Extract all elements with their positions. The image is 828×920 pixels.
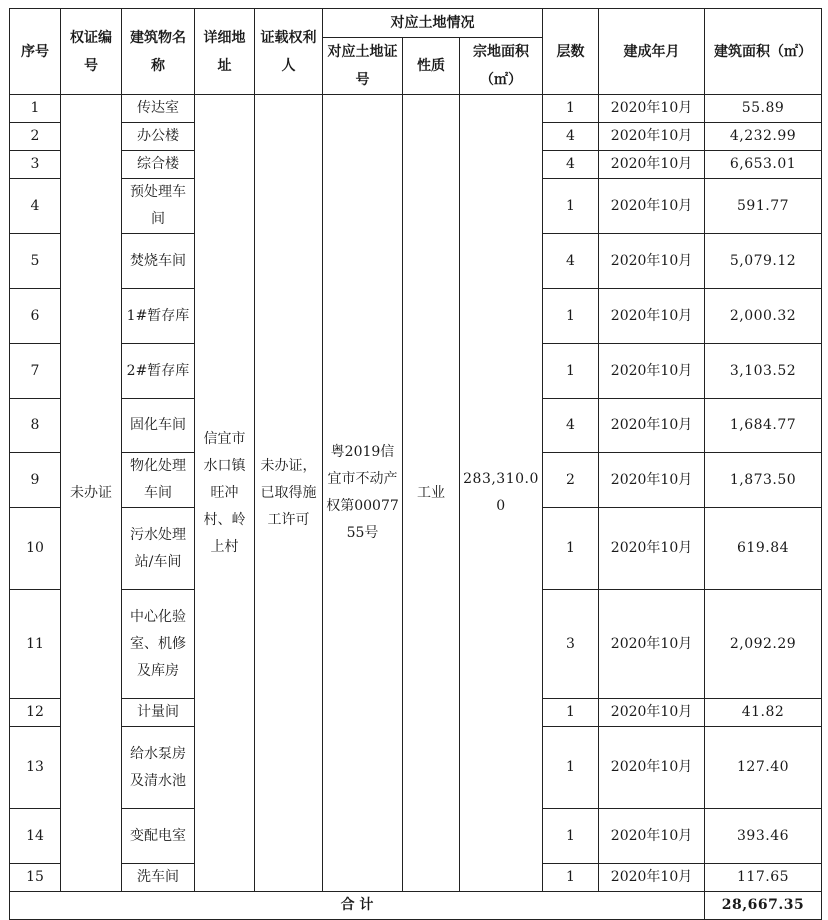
header-land-area: 宗地面积（㎡） — [460, 38, 543, 95]
row-floors: 1 — [543, 179, 599, 234]
row-seq: 3 — [10, 151, 61, 179]
row-built: 2020年10月 — [599, 727, 705, 809]
row-area: 41.82 — [705, 699, 822, 727]
header-land-cert: 对应土地证号 — [323, 38, 403, 95]
row-building-name: 给水泵房及清水池 — [122, 727, 195, 809]
row-built: 2020年10月 — [599, 344, 705, 399]
row-area: 5,079.12 — [705, 234, 822, 289]
row-floors: 1 — [543, 699, 599, 727]
row-seq: 7 — [10, 344, 61, 399]
row-seq: 6 — [10, 289, 61, 344]
row-built: 2020年10月 — [599, 453, 705, 508]
row-area: 393.46 — [705, 809, 822, 864]
row-built: 2020年10月 — [599, 508, 705, 590]
header-seq: 序号 — [10, 9, 61, 95]
row-built: 2020年10月 — [599, 95, 705, 123]
cell-nature: 工业 — [403, 95, 460, 892]
header-building-name: 建筑物名称 — [122, 9, 195, 95]
building-list-table — [9, 8, 822, 920]
row-seq: 4 — [10, 179, 61, 234]
header-holder: 证载权利人 — [255, 9, 323, 95]
row-building-name: 1#暂存库 — [122, 289, 195, 344]
row-floors: 1 — [543, 727, 599, 809]
header-address: 详细地址 — [195, 9, 255, 95]
row-seq: 5 — [10, 234, 61, 289]
row-floors: 1 — [543, 289, 599, 344]
row-floors: 3 — [543, 590, 599, 699]
header-built: 建成年月 — [599, 9, 705, 95]
row-area: 619.84 — [705, 508, 822, 590]
cell-land-cert: 粤2019信宜市不动产权第0007755号 — [323, 95, 403, 892]
row-built: 2020年10月 — [599, 289, 705, 344]
row-seq: 9 — [10, 453, 61, 508]
row-seq: 1 — [10, 95, 61, 123]
row-building-name: 焚烧车间 — [122, 234, 195, 289]
row-area: 591.77 — [705, 179, 822, 234]
header-area: 建筑面积（㎡） — [705, 9, 822, 95]
row-area: 4,232.99 — [705, 123, 822, 151]
row-floors: 4 — [543, 399, 599, 453]
row-area: 2,092.29 — [705, 590, 822, 699]
row-seq: 2 — [10, 123, 61, 151]
row-built: 2020年10月 — [599, 151, 705, 179]
row-seq: 12 — [10, 699, 61, 727]
row-built: 2020年10月 — [599, 864, 705, 892]
total-area: 28,667.35 — [705, 892, 822, 920]
row-area: 55.89 — [705, 95, 822, 123]
cell-holder: 未办证，已取得施工许可 — [255, 95, 323, 892]
header-floors: 层数 — [543, 9, 599, 95]
total-label: 合 计 — [10, 892, 705, 920]
cell-land-area: 283,310.00 — [460, 95, 543, 892]
row-floors: 1 — [543, 508, 599, 590]
row-area: 2,000.32 — [705, 289, 822, 344]
row-building-name: 传达室 — [122, 95, 195, 123]
row-built: 2020年10月 — [599, 179, 705, 234]
row-building-name: 污水处理站/车间 — [122, 508, 195, 590]
row-seq: 15 — [10, 864, 61, 892]
row-building-name: 2#暂存库 — [122, 344, 195, 399]
row-area: 6,653.01 — [705, 151, 822, 179]
row-seq: 13 — [10, 727, 61, 809]
row-building-name: 物化处理车间 — [122, 453, 195, 508]
row-area: 127.40 — [705, 727, 822, 809]
header-nature: 性质 — [403, 38, 460, 95]
row-floors: 4 — [543, 151, 599, 179]
row-building-name: 综合楼 — [122, 151, 195, 179]
row-seq: 10 — [10, 508, 61, 590]
row-area: 117.65 — [705, 864, 822, 892]
row-building-name: 预处理车间 — [122, 179, 195, 234]
cell-address: 信宜市水口镇旺冲村、岭上村 — [195, 95, 255, 892]
row-built: 2020年10月 — [599, 590, 705, 699]
row-floors: 4 — [543, 123, 599, 151]
row-area: 3,103.52 — [705, 344, 822, 399]
row-seq: 14 — [10, 809, 61, 864]
row-built: 2020年10月 — [599, 123, 705, 151]
cell-cert-no: 未办证 — [61, 95, 122, 892]
row-area: 1,873.50 — [705, 453, 822, 508]
row-building-name: 办公楼 — [122, 123, 195, 151]
row-floors: 1 — [543, 809, 599, 864]
row-floors: 1 — [543, 344, 599, 399]
row-floors: 1 — [543, 864, 599, 892]
row-built: 2020年10月 — [599, 809, 705, 864]
row-built: 2020年10月 — [599, 399, 705, 453]
row-building-name: 计量间 — [122, 699, 195, 727]
row-building-name: 变配电室 — [122, 809, 195, 864]
row-building-name: 固化车间 — [122, 399, 195, 453]
row-floors: 2 — [543, 453, 599, 508]
row-floors: 4 — [543, 234, 599, 289]
row-seq: 8 — [10, 399, 61, 453]
row-built: 2020年10月 — [599, 699, 705, 727]
header-cert-no: 权证编号 — [61, 9, 122, 95]
row-building-name: 中心化验室、机修及库房 — [122, 590, 195, 699]
header-land-group: 对应土地情况 — [323, 9, 543, 38]
row-area: 1,684.77 — [705, 399, 822, 453]
row-building-name: 洗车间 — [122, 864, 195, 892]
row-floors: 1 — [543, 95, 599, 123]
row-seq: 11 — [10, 590, 61, 699]
row-built: 2020年10月 — [599, 234, 705, 289]
